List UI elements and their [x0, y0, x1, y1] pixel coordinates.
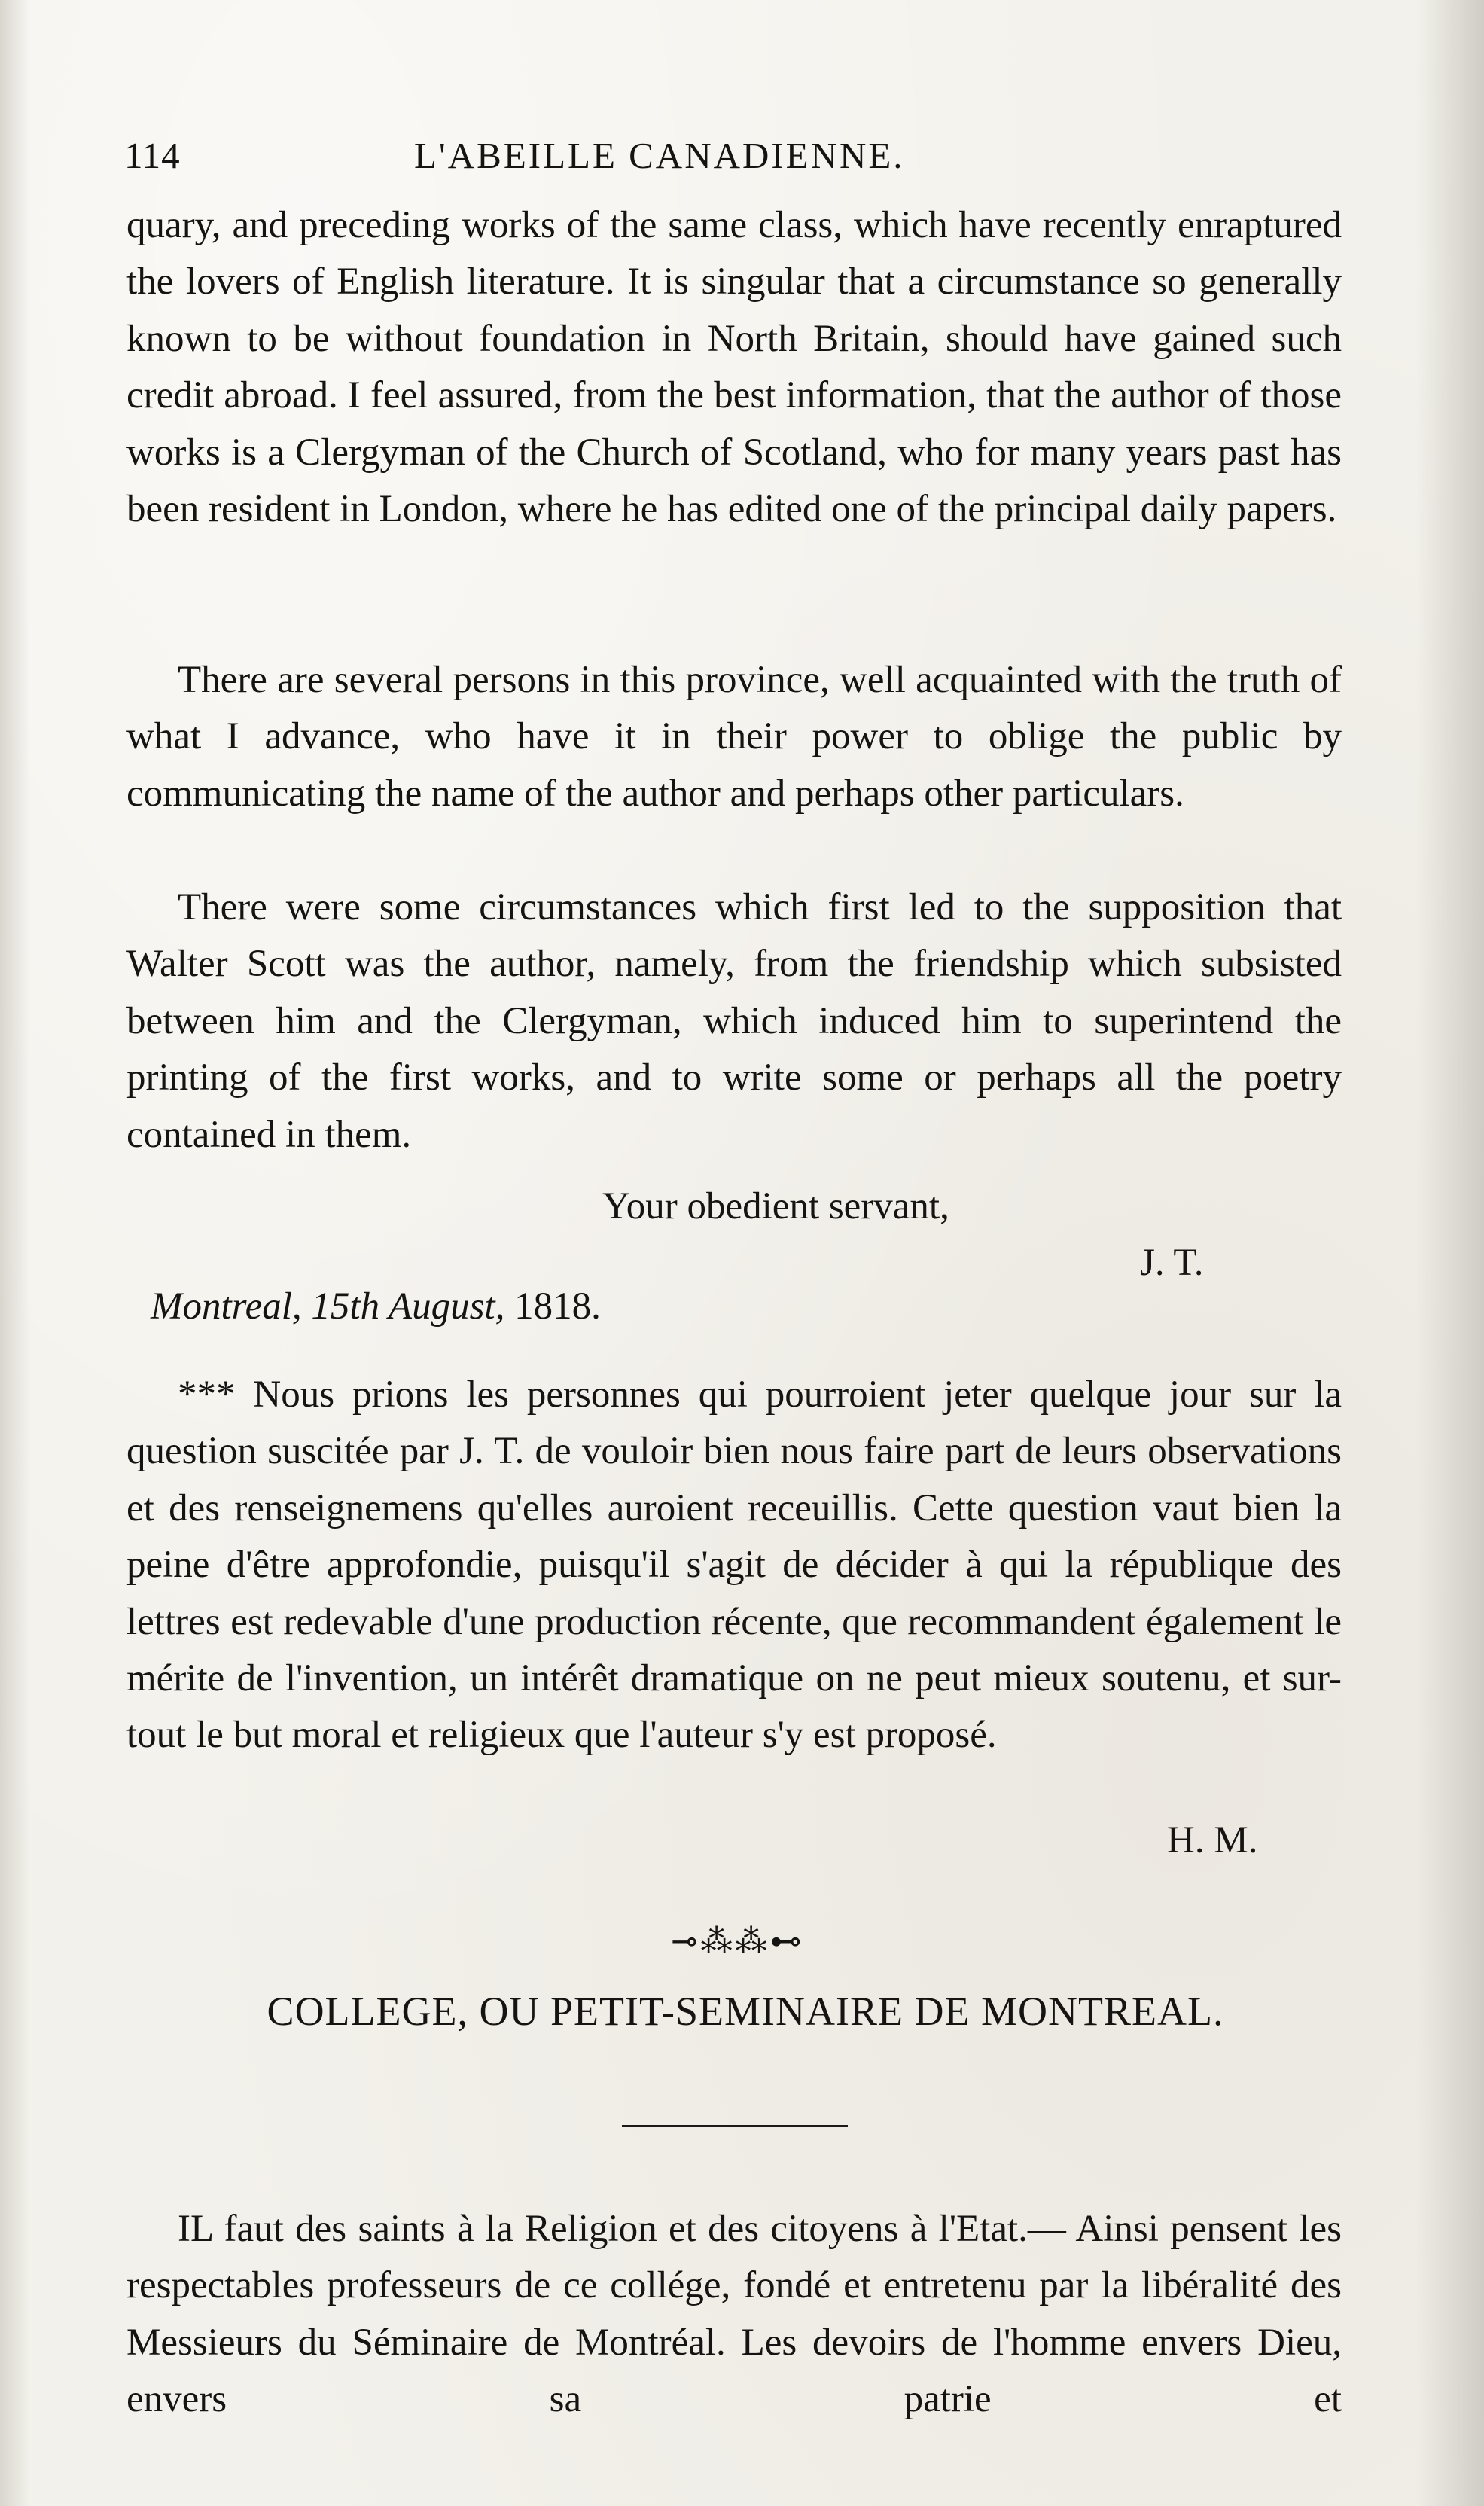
paragraph-text: There are several persons in this province, well acquainted with the truth of what I advance, who have it in their power to oblige the public by communicating the name of the author and perhaps other particulars.	[126, 659, 1342, 815]
editor-signature: H. M.	[1167, 1819, 1258, 1861]
page-number: 114	[124, 135, 181, 176]
closing-line: Your obedient servant,	[602, 1185, 949, 1227]
editor-note-text	[126, 1367, 1342, 1764]
section-paragraph	[126, 2201, 1342, 2428]
letter-signature: J. T.	[1140, 1242, 1204, 1284]
running-head: L'ABEILLE CANADIENNE.	[414, 135, 905, 176]
section-title: COLLEGE, OU PETIT-SEMINAIRE DE MONTREAL.	[267, 1989, 1224, 2034]
title-rule	[622, 2125, 848, 2127]
letter-paragraph-3	[126, 880, 1342, 1163]
editor-note-body: Nous prions les personnes qui pourroient jeter quelque jour sur la question suscitée par J. T. de vouloir bien nous faire part de leurs observations et des renseignemens qu'elles auroient receuillis. Cette question vaut bien la peine d'être approfondie, puisqu'il s'agit de décider à qui la république des lettres est redevable d'une production récente, que recommandent également le mérite de l'invention, un intérêt dramatique on ne peut mieux soutenu, et sur-tout le but moral et religieux que l'auteur s'y est proposé.	[126, 1373, 1342, 1757]
dateline	[151, 1285, 601, 1328]
page-edge-shadow	[1416, 0, 1484, 2506]
letter-paragraph-1	[126, 197, 1342, 538]
editor-note	[126, 1367, 1342, 1764]
section-divider-ornament: ⊸⁂⁂⊷	[671, 1925, 805, 1959]
dateline-place-date: Montreal, 15th August,	[151, 1285, 505, 1328]
paragraph-text: quary, and preceding works of the same class, which have recently enraptured the lovers of English literature. It is singular that a circumstance so generally known to be without foundation in North Britain, should have gained such credit abroad. I feel assured, from the best information, that the author of those works is a Clergyman of the Church of Scotland, who for many years past has been resident in London, where he has edited one of the principal daily papers.	[126, 204, 1342, 531]
letter-paragraph-2	[126, 652, 1342, 822]
paragraph-text: IL faut des saints à la Religion et des citoyens à l'Etat.— Ainsi pensent les respectables professeurs de ce collége, fondé et entretenu par la libéralité des Messieurs du Séminaire de Montréal. Les devoirs de l'homme envers Dieu, envers sa patrie et	[126, 2208, 1342, 2421]
dateline-year: 1818.	[514, 1285, 601, 1328]
asterism-marker: ***	[178, 1373, 254, 1416]
paragraph-text: There were some circumstances which first led to the supposition that Walter Scott was the author, namely, from the friendship which subsisted between him and the Clergyman, which induced him to superintend the printing of the first works, and to write some or perhaps all the poetry contained in them.	[126, 886, 1342, 1156]
page-header	[124, 134, 1329, 187]
page-gutter-shadow	[0, 0, 30, 2506]
